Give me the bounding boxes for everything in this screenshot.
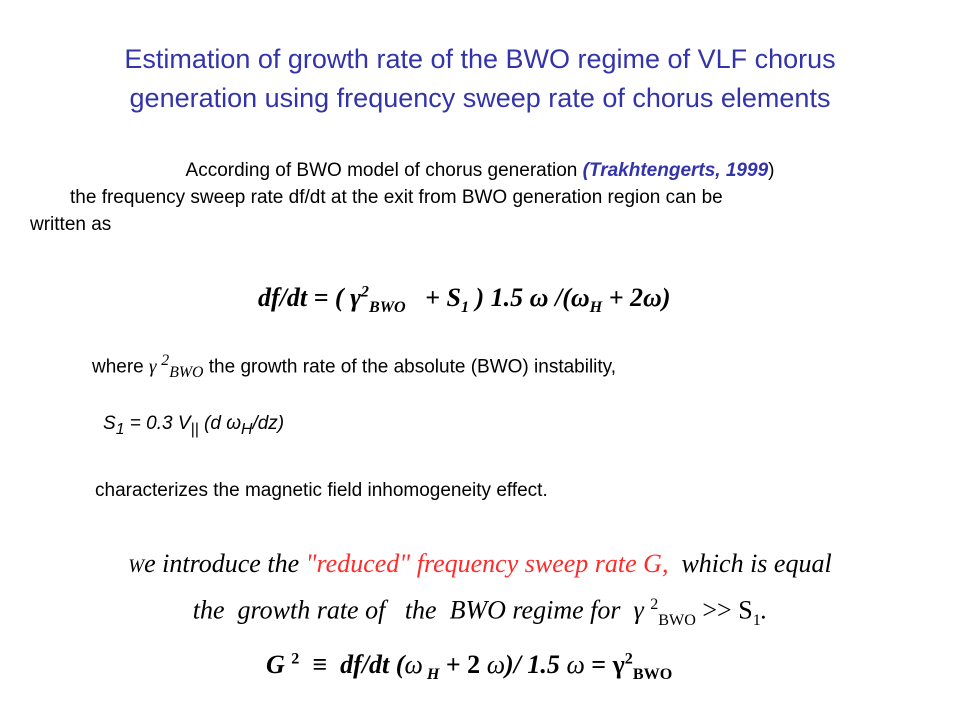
s1-sub-h: H — [241, 420, 253, 438]
where-line — [92, 352, 616, 382]
introduce-pre: e introduce the — [144, 549, 306, 578]
introduce-line2-sub: BWO — [658, 611, 696, 629]
eq2-mid: + 2 — [439, 650, 487, 679]
eq2-close: )/ 1.5 — [505, 650, 567, 679]
introduce-paragraph — [40, 545, 920, 640]
eq1-sub-h: H — [589, 299, 603, 317]
eq2-omega3: ω — [566, 650, 585, 679]
where-prefix: where — [92, 356, 150, 378]
s1-sub: 1 — [115, 420, 125, 438]
eq2-sub-bwo: BWO — [632, 666, 673, 684]
eq2-df: df/dt ( — [340, 650, 405, 679]
eq2-sup2b: 2 — [624, 650, 633, 668]
eq1-sub1: 1 — [460, 299, 470, 317]
eq1-sup: 2 — [360, 283, 369, 301]
eq2-eq: = γ — [584, 650, 625, 679]
title-line-1: Estimation of growth rate of the BWO regime of VLF chorus — [124, 44, 836, 74]
s1-sub-par: || — [190, 420, 199, 438]
where-sup: 2 — [161, 352, 170, 369]
eq2-sub-h: H — [422, 666, 440, 684]
intro-paragraph — [30, 157, 930, 238]
intro-line-3: written as — [30, 214, 112, 235]
s1-definition — [103, 413, 284, 439]
gamma-symbol: γ — [149, 356, 162, 378]
s1-text2: (d ω — [198, 413, 242, 434]
eq2-omega2: ω — [486, 650, 506, 679]
eq1-end: + 2ω) — [602, 283, 671, 312]
eq2-omega: ω — [404, 650, 423, 679]
introduce-line2-mid: >> S — [695, 595, 753, 625]
equation-sweep-rate — [258, 283, 670, 317]
introduce-line2-pre: the growth rate of the BWO regime for γ — [192, 595, 651, 625]
introduce-w: W — [128, 556, 145, 577]
intro-line-1 — [30, 157, 930, 184]
characterizes-line: characterizes the magnetic field inhomogeneity effect. — [95, 480, 548, 501]
intro-line-2: the frequency sweep rate df/dt at the exit from BWO generation region can be — [70, 187, 723, 208]
eq2-equiv: ≡ — [299, 650, 341, 679]
eq1-rest: ) 1.5 ω /(ω — [469, 283, 590, 312]
slide-title — [40, 40, 920, 118]
equation-reduced-rate — [266, 650, 672, 684]
introduce-line2-sup: 2 — [650, 596, 659, 613]
introduce-line-2 — [40, 586, 920, 640]
intro-suffix: ) — [768, 160, 775, 181]
s1-s: S — [103, 413, 116, 434]
title-line-2: generation using frequency sweep rate of chorus elements — [129, 83, 831, 113]
introduce-post: which is equal — [668, 549, 832, 578]
eq2-g: G — [266, 650, 292, 679]
eq2-sup: 2 — [291, 650, 300, 668]
eq1-mid: + S — [405, 283, 461, 312]
s1-text3: /dz) — [252, 413, 285, 434]
s1-text1: = 0.3 V — [124, 413, 191, 434]
eq1-lhs: df/dt = ( γ — [258, 283, 361, 312]
introduce-line2-sub1: 1 — [752, 611, 761, 629]
intro-prefix: According of BWO model of chorus generation — [185, 160, 583, 181]
where-text: the growth rate of the absolute (BWO) instability, — [203, 356, 617, 378]
introduce-line-1 — [40, 545, 920, 586]
where-sub: BWO — [169, 364, 204, 382]
eq1-sub-bwo: BWO — [368, 299, 406, 317]
reference: (Trakhtengerts, 1999 — [582, 160, 769, 181]
introduce-line2-end: . — [760, 595, 768, 625]
reduced-sweep-rate: "reduced" frequency sweep rate G, — [305, 549, 669, 578]
